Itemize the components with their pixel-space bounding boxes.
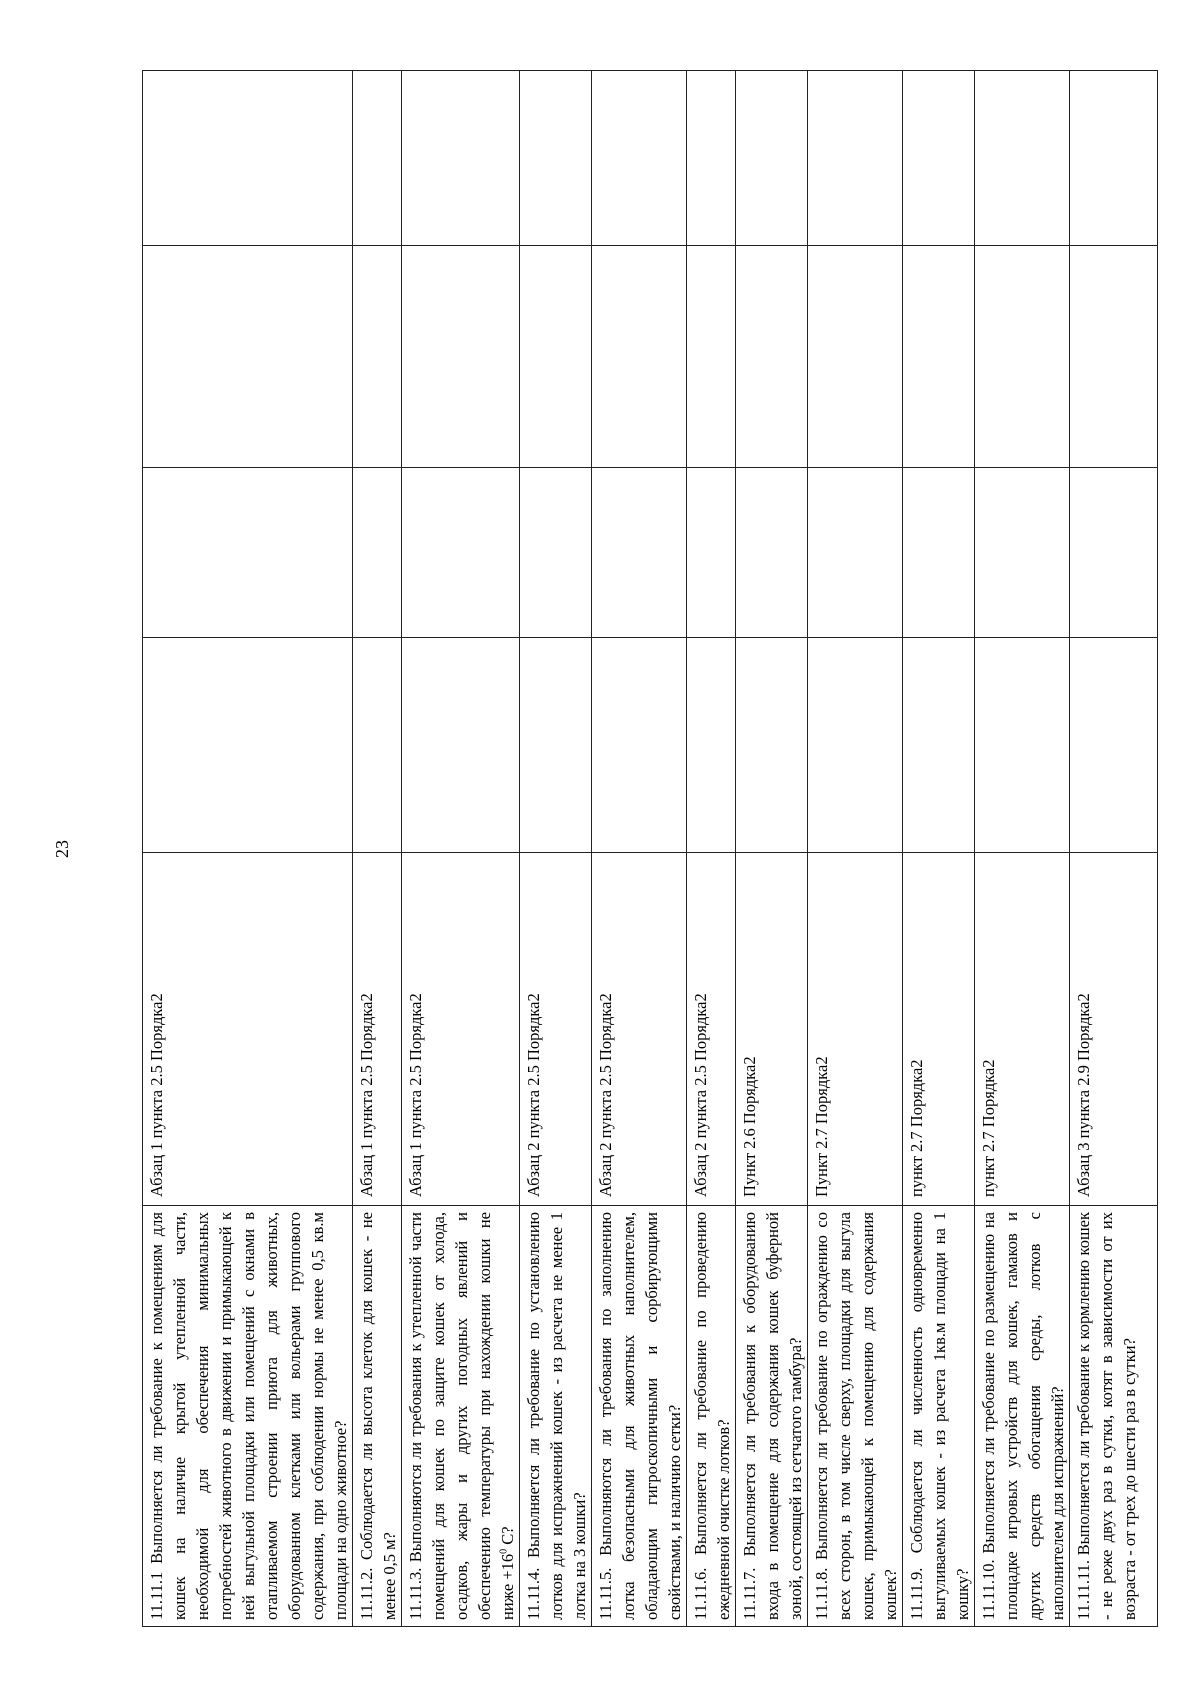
requirement-cell: 11.11.11. Выполняется ли требование к кормлению кошек - не реже двух раз в сутки, котят в зависимости от их возраста - от трех до шести раз в сутки? (1070, 1206, 1158, 1627)
table-row (592, 71, 687, 1627)
answer-no-cell[interactable] (903, 468, 975, 638)
page-number: 23 (52, 840, 72, 858)
note-cell[interactable] (687, 71, 736, 246)
note-cell[interactable] (592, 71, 687, 246)
reference-cell: Абзац 1 пункта 2.5 Порядка2 (402, 853, 520, 1206)
answer-no-cell[interactable] (736, 468, 808, 638)
requirement-cell: 11.11.1 Выполняется ли требование к помещениям для кошек на наличие крытой утепленной части, необходимой для обеспечения минимальных потребностей животного в движении и примыкающей к ней выгульной площадки или помещений с окнами в отапливаемом строении приюта для животных, оборудованном клетками или вольерами группового содержания, при соблюдении нормы не менее 0,5 кв.м площади на одно животное? (143, 1206, 353, 1627)
answer-na-cell[interactable] (736, 246, 808, 468)
requirement-cell: 11.11.5. Выполняются ли требования по заполнению лотка безопасными для животных наполнителем, обладающим гигроскопичными и сорбирующими свойствами, и наличию сетки? (592, 1206, 687, 1627)
reference-cell: Пункт 2.6 Порядка2 (736, 853, 808, 1206)
answer-no-cell[interactable] (1070, 468, 1158, 638)
answer-na-cell[interactable] (143, 246, 353, 468)
note-cell[interactable] (353, 71, 402, 246)
reference-cell: пункт 2.7 Порядка2 (903, 853, 975, 1206)
reference-cell: Абзац 2 пункта 2.5 Порядка2 (687, 853, 736, 1206)
answer-no-cell[interactable] (402, 468, 520, 638)
requirement-text: 11.11.3. Выполняются ли требования к утепленной части помещений для кошек по защите кошек от холода, осадков, жары и других погодных явлений и обеспечению температуры при нахождении кошки не ниже +16 (406, 1212, 517, 1620)
answer-yes-cell[interactable] (402, 638, 520, 853)
answer-na-cell[interactable] (520, 246, 592, 468)
requirement-cell: 11.11.4. Выполняется ли требование по установлению лотков для испражнений кошек - из расчета не менее 1 лотка на 3 кошки? (520, 1206, 592, 1627)
requirement-cell: 11.11.8. Выполняется ли требование по ограждению со всех сторон, в том числе сверху, площадки для выгула кошек, примыкающей к помещению для содержания кошек? (808, 1206, 903, 1627)
answer-no-cell[interactable] (353, 468, 402, 638)
note-cell[interactable] (736, 71, 808, 246)
requirement-cell: 11.11.2. Соблюдается ли высота клеток для кошек - не менее 0,5 м? (353, 1206, 402, 1627)
table-row (353, 71, 402, 1627)
answer-yes-cell[interactable] (808, 638, 903, 853)
requirement-text-end: С? (498, 1526, 517, 1549)
note-cell[interactable] (808, 71, 903, 246)
reference-cell: Абзац 2 пункта 2.5 Порядка2 (592, 853, 687, 1206)
answer-no-cell[interactable] (975, 468, 1070, 638)
answer-no-cell[interactable] (687, 468, 736, 638)
table-row (520, 71, 592, 1627)
table-row (736, 71, 808, 1627)
answer-no-cell[interactable] (520, 468, 592, 638)
answer-na-cell[interactable] (903, 246, 975, 468)
answer-yes-cell[interactable] (143, 638, 353, 853)
answer-yes-cell[interactable] (353, 638, 402, 853)
answer-yes-cell[interactable] (592, 638, 687, 853)
note-cell[interactable] (903, 71, 975, 246)
note-cell[interactable] (143, 71, 353, 246)
answer-yes-cell[interactable] (687, 638, 736, 853)
reference-cell: Пункт 2.7 Порядка2 (808, 853, 903, 1206)
table-row (808, 71, 903, 1627)
answer-na-cell[interactable] (402, 246, 520, 468)
requirement-cell: 11.11.7. Выполняется ли требования к оборудованию входа в помещение для содержания кошек буферной зоной, состоящей из сетчатого тамбура? (736, 1206, 808, 1627)
answer-na-cell[interactable] (592, 246, 687, 468)
table-row (903, 71, 975, 1627)
table-row (1070, 71, 1158, 1627)
table-row (975, 71, 1070, 1627)
note-cell[interactable] (1070, 71, 1158, 246)
answer-na-cell[interactable] (353, 246, 402, 468)
answer-no-cell[interactable] (808, 468, 903, 638)
table-row (402, 71, 520, 1627)
reference-cell: Абзац 3 пункта 2.9 Порядка2 (1070, 853, 1158, 1206)
reference-cell: Абзац 1 пункта 2.5 Порядка2 (143, 853, 353, 1206)
reference-cell: Абзац 1 пункта 2.5 Порядка2 (353, 853, 402, 1206)
answer-na-cell[interactable] (975, 246, 1070, 468)
requirement-cell (402, 1206, 520, 1627)
note-cell[interactable] (975, 71, 1070, 246)
degree-superscript: 0 (498, 1548, 510, 1554)
requirement-cell: 11.11.6. Выполняется ли требование по проведению ежедневной очистке лотков? (687, 1206, 736, 1627)
requirement-cell: 11.11.10. Выполняется ли требование по размещению на площадке игровых устройств для кошек, гамаков и других средств обогащения среды, лотков с наполнителем для испражнений? (975, 1206, 1070, 1627)
checklist-table (142, 70, 1158, 1627)
answer-yes-cell[interactable] (736, 638, 808, 853)
table-row (143, 71, 353, 1627)
answer-yes-cell[interactable] (975, 638, 1070, 853)
note-cell[interactable] (402, 71, 520, 246)
answer-na-cell[interactable] (1070, 246, 1158, 468)
answer-na-cell[interactable] (687, 246, 736, 468)
answer-no-cell[interactable] (592, 468, 687, 638)
table-row (687, 71, 736, 1627)
reference-cell: Абзац 2 пункта 2.5 Порядка2 (520, 853, 592, 1206)
requirement-cell: 11.11.9. Соблюдается ли численность одновременно выгуливаемых кошек - из расчета 1кв.м площади на 1 кошку? (903, 1206, 975, 1627)
note-cell[interactable] (520, 71, 592, 246)
answer-yes-cell[interactable] (903, 638, 975, 853)
answer-na-cell[interactable] (808, 246, 903, 468)
reference-cell: пункт 2.7 Порядка2 (975, 853, 1070, 1206)
answer-yes-cell[interactable] (1070, 638, 1158, 853)
answer-yes-cell[interactable] (520, 638, 592, 853)
answer-no-cell[interactable] (143, 468, 353, 638)
checklist-table-wrapper (142, 71, 1139, 1627)
